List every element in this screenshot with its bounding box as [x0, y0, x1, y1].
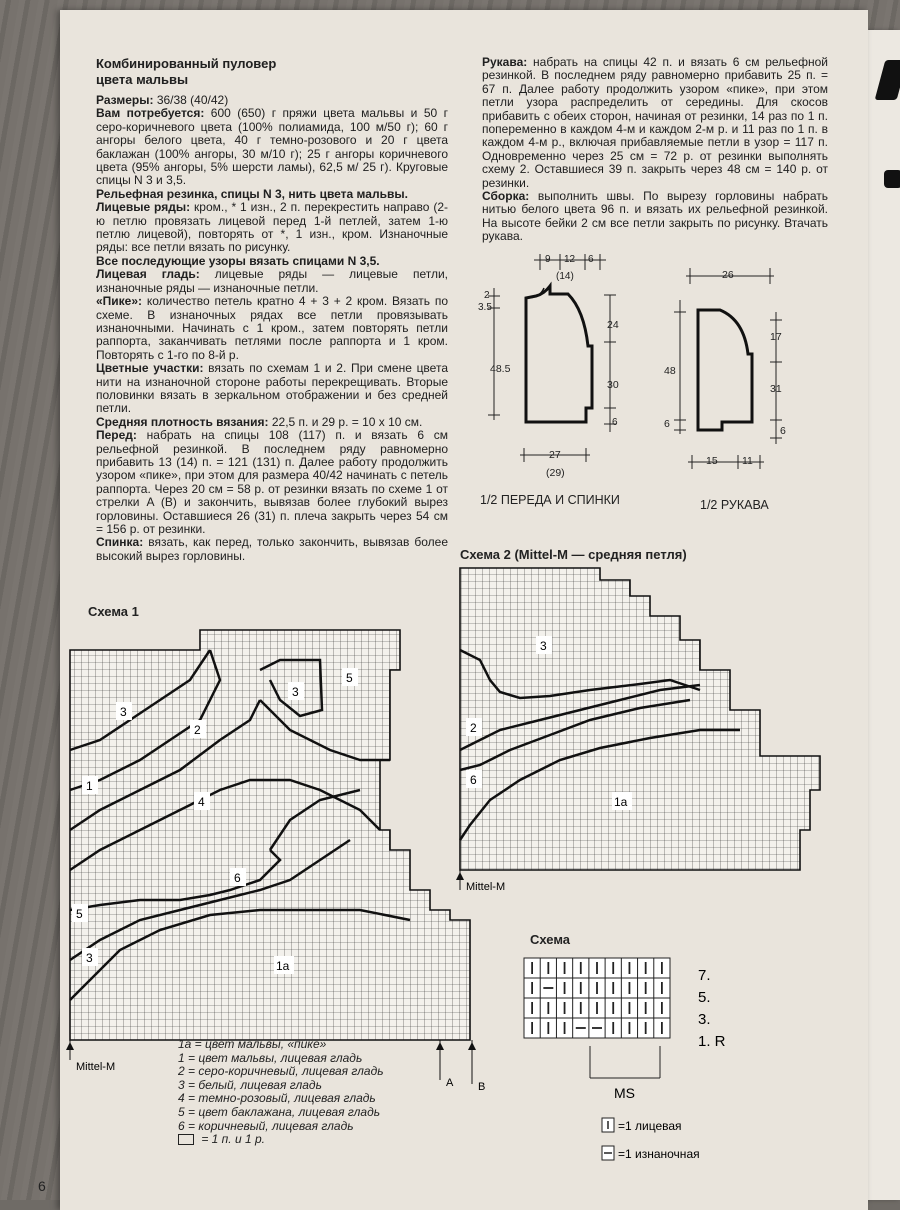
rib-heading: Рельефная резинка, спицы N 3, нить цвета мальвы.: [96, 186, 408, 201]
stitch-row-label: 3.: [698, 1011, 711, 1028]
left-column: [96, 56, 448, 563]
sleeve-left-dim: 6: [664, 418, 670, 430]
stitch-chart-title: Схема: [530, 932, 571, 947]
pattern-front-back: [460, 250, 620, 490]
sleeve-right-dim: 31: [770, 383, 782, 395]
chart1-region: 5: [76, 907, 83, 921]
front-right-dim: 30: [607, 379, 619, 391]
chart1-region: 1a: [276, 959, 290, 973]
ink-mark: [884, 170, 900, 188]
sleeve-bottom-dim: 11: [742, 455, 753, 467]
front-top-dim: 6: [588, 254, 594, 265]
chart1-region: 5: [346, 671, 353, 685]
front-left-dim: 2: [484, 290, 490, 301]
chart1-region: 1: [86, 779, 93, 793]
sizes: Размеры: 36/38 (40/42): [96, 93, 229, 107]
patterns-heading: Все последующие узоры вязать спицами N 3,5.: [96, 253, 380, 268]
legend-item: 6 = коричневый, лицевая гладь: [178, 1118, 354, 1133]
chart2-title: Схема 2 (Mittel-M — средняя петля): [460, 547, 687, 562]
sleeves: Рукава: набрать на спицы 42 п. и вязать 6 см рельефной резинкой. В последнем ряду равномерно прибавить 25 п. = 67 п. Далее работу продолжить узором «пике», при этом петли узора распределить от середины. Для скосов прибавить с обеих сторон, начиная от резинки, 14 раз по 1 п. попеременно в каждом 4-м и каждом 2-м р. и 11 раз по 1 п. в каждом 4-м р., включая прибавляемые петли в узор = 117 п. Одновременно через 25 см = 72 р. от резинки выполнять схему 2. Оставшиеся 39 п. закрыть через 48 см = 140 р. от резинки.: [482, 55, 828, 190]
chart1: [60, 620, 500, 1093]
front-right-dim: 6: [612, 417, 618, 428]
chart1-mittel: Mittel-M: [76, 1061, 116, 1073]
chart1-region: 3: [292, 685, 299, 699]
sleeve-right-dim: 6: [780, 425, 786, 437]
chart2-mittel: Mittel-M: [466, 881, 506, 893]
pattern-sleeve: [660, 262, 800, 482]
front-top-dim: 9: [545, 254, 551, 265]
stitch-chart: [520, 950, 760, 1161]
chart2-region: 2: [470, 721, 477, 735]
legend-item: 3 = белый, лицевая гладь: [178, 1077, 322, 1092]
front-left-dim: 3.5: [478, 302, 492, 313]
front-bottom-sub: (29): [546, 467, 565, 479]
legend-item: 1a = цвет мальвы, «пике»: [178, 1037, 327, 1051]
legend-item: = 1 п. и 1 р.: [178, 1133, 384, 1147]
sleeve-right-dim: 17: [770, 331, 782, 343]
chart1-region: 6: [234, 871, 241, 885]
front-top-sub: (14): [556, 271, 574, 282]
stitch-row-label: 7.: [698, 967, 711, 984]
chart1-region: 3: [86, 951, 93, 965]
front-top-dim: 12: [564, 254, 576, 265]
gauge: Средняя плотность вязания: 22,5 п. и 29 р. = 10 x 10 см.: [96, 414, 423, 429]
legend-item: 2 = серо-коричневый, лицевая гладь: [178, 1064, 384, 1079]
front-bottom-dim: 27: [549, 449, 561, 461]
legend: [178, 1038, 384, 1147]
page-number: 6: [38, 1178, 46, 1194]
knit-key: =1 лицевая: [618, 1119, 682, 1133]
chart2: [440, 560, 840, 900]
front-left-dim: 48.5: [490, 363, 511, 375]
legend-item: 1 = цвет мальвы, лицевая гладь: [178, 1050, 363, 1065]
front: Перед: набрать на спицы 108 (117) п. и вязать 6 см рельефной резинкой. В последнем ряду равномерно прибавить 13 (14) п. = 121 (131) п. Далее работу продолжить узором «пике», при этом для размера 40/42 начинать с петель раппорта. Через 20 см = 58 р. от резинки вязать по схеме 1 от стрелки A (B) и закончить, вывязав более глубокий вырез горловины. Оставшиеся 26 (31) п. плеча закрыть через 54 см = 156 р. от резинки.: [96, 428, 449, 536]
chart1-title: Схема 1: [88, 604, 139, 619]
stockinette: Лицевая гладь: лицевые ряды — лицевые петли, изнаночные ряды — изнаночные петли.: [96, 267, 448, 295]
stitch-row-label: 1. R: [698, 1033, 726, 1050]
chart1-region: 4: [198, 795, 205, 809]
sleeve-left-dim: 48: [664, 365, 676, 377]
cell-swatch-icon: [178, 1134, 194, 1145]
chart1-arrow-a: A: [446, 1077, 454, 1089]
colored-areas: Цветные участки: вязать по схемам 1 и 2. При смене цвета нити на изнаночной стороне работы перекрещивать. Вторые половинки вязать в зеркальном отображении и без средней петли.: [96, 361, 448, 416]
stitch-chart-repeat: MS: [614, 1085, 635, 1101]
chart1-region: 3: [120, 705, 127, 719]
legend-item: 4 = темно-розовый, лицевая гладь: [178, 1091, 376, 1106]
legend-item: 5 = цвет баклажана, лицевая гладь: [178, 1104, 381, 1119]
requirements: Вам потребуется: 600 (650) г пряжи цвета мальвы и 50 г серо-коричневого цвета (100% полиамида, 100 м/50 г); 60 г ангоры белого цвета, 40 г темно-розового и 20 г цвета баклажан (100% ангоры, 30 м/10 г); 25 г ангоры коричневого цвета (95% ангоры, 5% шерсти ламы), 62,5 м/ 25 г). Круговые спицы N 3 и 3,5.: [96, 106, 448, 188]
pattern-sleeve-caption: 1/2 РУКАВА: [700, 498, 769, 512]
purl-key: =1 изнаночная: [618, 1147, 700, 1161]
chart1-region: 2: [194, 723, 201, 737]
assembly: Сборка: выполнить швы. По вырезу горловины набрать нитью белого цвета 96 п. и вязать их рельефной резинкой. На высоте бейки 2 см все петли закрыть по рисунку. Втачать рукава.: [482, 189, 828, 244]
sleeve-bottom-dim: 15: [706, 455, 718, 467]
page-title: Комбинированный пуловер цвета мальвы: [96, 56, 277, 87]
chart2-region: 6: [470, 773, 477, 787]
pique: «Пике»: количество петель кратно 4 + 3 + 2 кром. Вязать по схеме. В изнаночных рядах все петли провязывать изнаночными. Начинать с 1 кром., затем повторять петли раппорта, заканчивать петлями после раппорта и 1 кром. Повторять с 1-го по 8-й р.: [96, 294, 448, 362]
stitch-row-label: 5.: [698, 989, 711, 1006]
rib-text: Лицевые ряды: кром., * 1 изн., 2 п. перекрестить направо (2-ю петлю провязать лицевой перед 1-й петлей, затем 1-ю петлю лицевой), повторять от *, 1 изн., кром. Изнаночные ряды: все петли вязать по рисунку.: [96, 200, 449, 255]
pattern-front-caption: 1/2 ПЕРЕДА И СПИНКИ: [480, 493, 620, 507]
chart2-region: 3: [540, 639, 547, 653]
chart1-arrow-b: B: [478, 1081, 486, 1093]
sleeve-top-dim: 26: [722, 269, 734, 281]
back: Спинка: вязать, как перед, только закончить, вывязав более высокий вырез горловины.: [96, 535, 448, 563]
chart2-region: 1a: [614, 795, 628, 809]
right-column: [482, 56, 828, 244]
front-right-dim: 24: [607, 319, 619, 331]
